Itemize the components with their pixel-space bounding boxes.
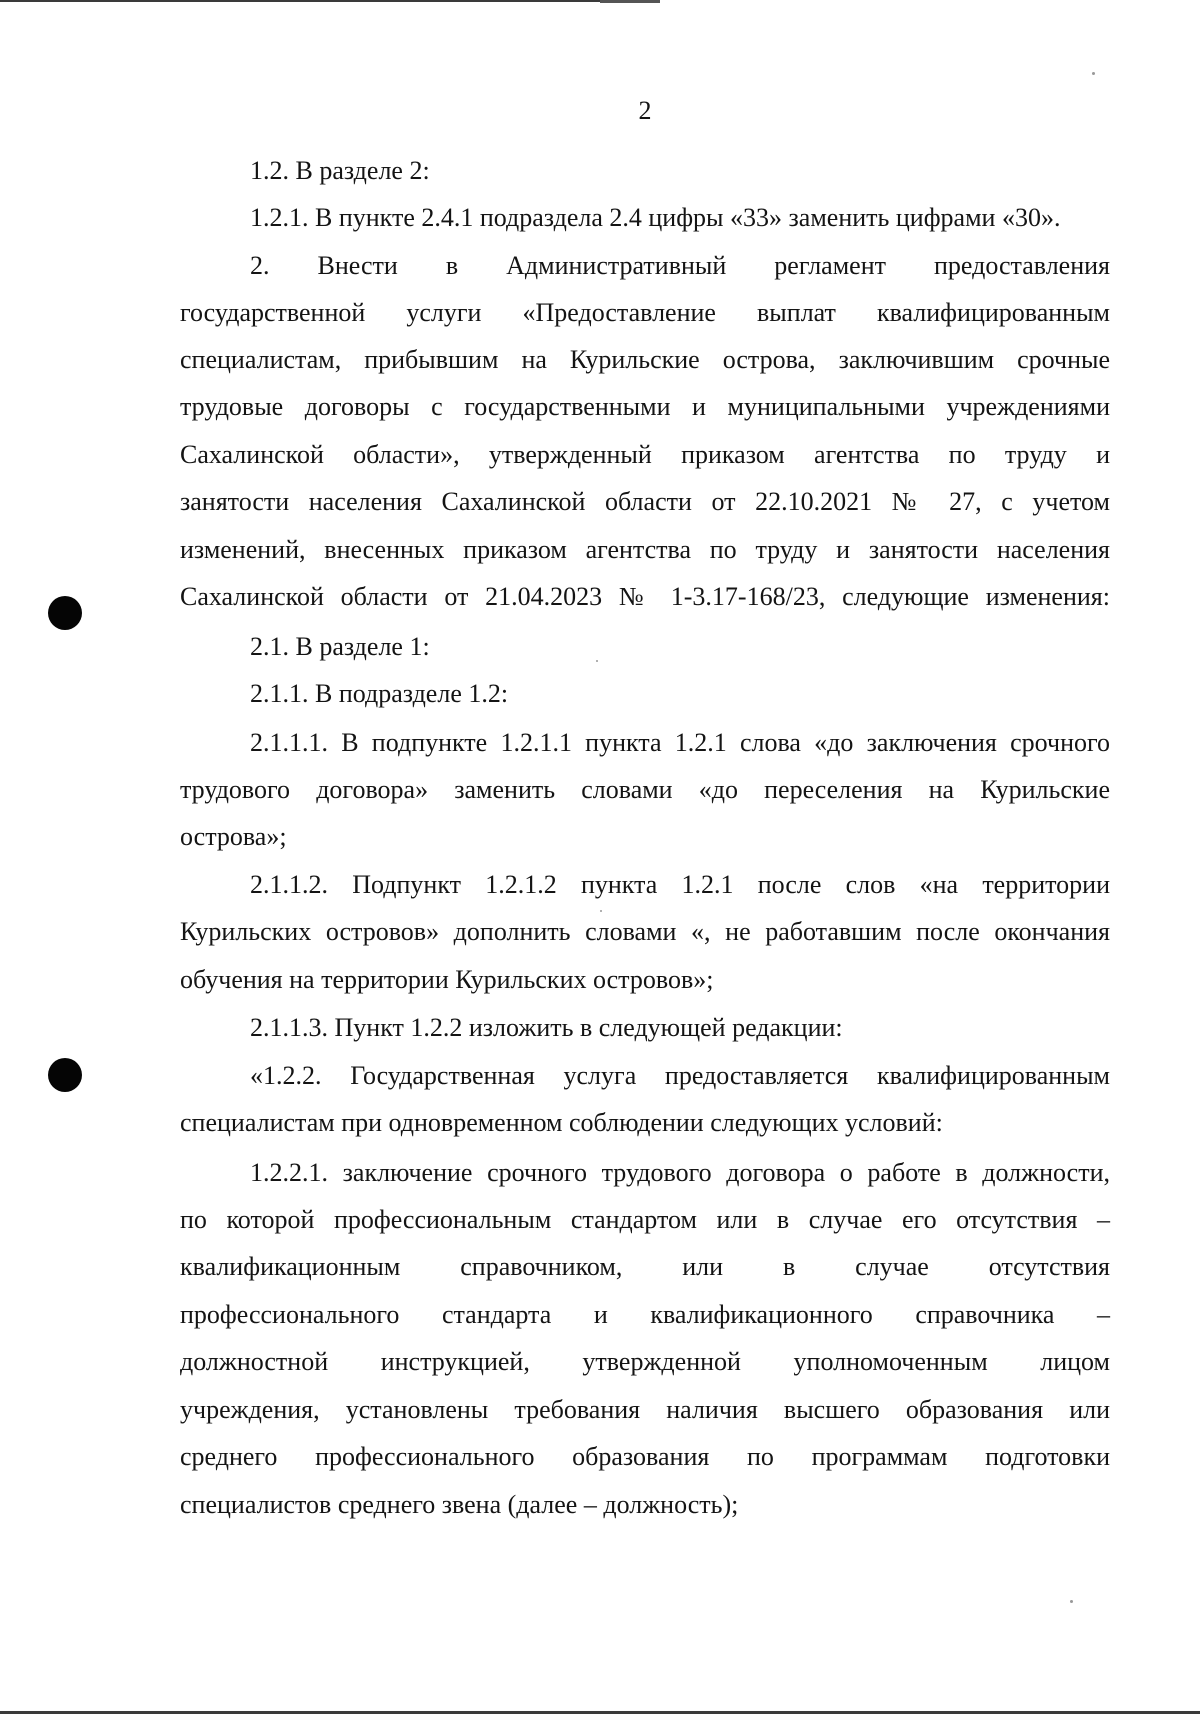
scan-edge-top-mark bbox=[600, 0, 660, 3]
text-line: 2.1.1.2. Подпункт 1.2.1.2 пункта 1.2.1 после слов «на территории bbox=[250, 870, 1110, 899]
scan-speck bbox=[1092, 72, 1095, 75]
text-line: 2.1.1.3. Пункт 1.2.2 изложить в следующей редакции: bbox=[250, 1013, 843, 1042]
scan-edge-top bbox=[0, 0, 660, 2]
text-line: специалистам, прибывшим на Курильские острова, заключившим срочные bbox=[180, 345, 1110, 374]
text-line: квалификационным справочником, или в случае отсутствия bbox=[180, 1252, 1110, 1281]
scan-speck bbox=[1070, 1600, 1073, 1603]
text-line: 1.2. В разделе 2: bbox=[250, 156, 430, 185]
scan-speck bbox=[600, 910, 602, 912]
text-line: «1.2.2. Государственная услуга предоставляется квалифицированным bbox=[250, 1061, 1110, 1090]
punch-hole bbox=[48, 1058, 82, 1092]
text-line: государственной услуги «Предоставление выплат квалифицированным bbox=[180, 298, 1110, 327]
text-line: трудового договора» заменить словами «до переселения на Курильские bbox=[180, 775, 1110, 804]
text-line: учреждения, установлены требования наличия высшего образования или bbox=[180, 1395, 1110, 1424]
text-line: должностной инструкцией, утвержденной уполномоченным лицом bbox=[180, 1347, 1110, 1376]
text-line: специалистов среднего звена (далее – должность); bbox=[180, 1490, 739, 1519]
text-line: Курильских островов» дополнить словами «, не работавшим после окончания bbox=[180, 917, 1110, 946]
text-line: 2. Внести в Административный регламент предоставления bbox=[250, 251, 1110, 280]
text-line: по которой профессиональным стандартом или в случае его отсутствия – bbox=[180, 1205, 1110, 1234]
text-line: Сахалинской области», утвержденный приказом агентства по труду и bbox=[180, 440, 1110, 469]
text-line: изменений, внесенных приказом агентства по труду и занятости населения bbox=[180, 535, 1110, 564]
text-line: трудовые договоры с государственными и муниципальными учреждениями bbox=[180, 392, 1110, 421]
text-line: Сахалинской области от 21.04.2023 № 1-3.17-168/23, следующие изменения: bbox=[180, 582, 1110, 611]
text-line: занятости населения Сахалинской области от 22.10.2021 № 27, с учетом bbox=[180, 487, 1110, 516]
text-line: 1.2.1. В пункте 2.4.1 подраздела 2.4 цифры «33» заменить цифрами «30». bbox=[250, 203, 1061, 232]
punch-hole bbox=[48, 596, 82, 630]
text-line: 2.1.1. В подразделе 1.2: bbox=[250, 679, 509, 708]
text-line: обучения на территории Курильских островов»; bbox=[180, 965, 714, 994]
text-line: 2.1. В разделе 1: bbox=[250, 632, 430, 661]
text-line: 2.1.1.1. В подпункте 1.2.1.1 пункта 1.2.1 слова «до заключения срочного bbox=[250, 728, 1110, 757]
page-number: 2 bbox=[638, 96, 652, 125]
text-line: специалистам при одновременном соблюдении следующих условий: bbox=[180, 1108, 943, 1137]
text-line: острова»; bbox=[180, 822, 287, 851]
text-line: среднего профессионального образования по программам подготовки bbox=[180, 1442, 1110, 1471]
text-line: профессионального стандарта и квалификационного справочника – bbox=[180, 1300, 1110, 1329]
text-line: 1.2.2.1. заключение срочного трудового договора о работе в должности, bbox=[250, 1158, 1110, 1187]
